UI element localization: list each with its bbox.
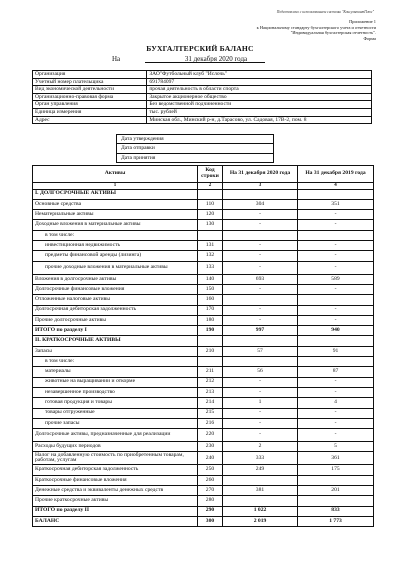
value-2020: - xyxy=(223,315,298,325)
row-name: Долгосрочные финансовые вложения xyxy=(33,284,198,294)
value-2020: - xyxy=(223,220,298,230)
value-2019: - xyxy=(298,418,374,428)
row-code: 250 xyxy=(198,465,223,475)
row-code xyxy=(198,230,223,240)
value-2019: 1 773 xyxy=(298,516,374,526)
value-2020: 693 xyxy=(223,274,298,284)
row-code: 214 xyxy=(198,398,223,408)
table-row xyxy=(33,377,374,387)
info-label: Организационно-правовая форма xyxy=(33,93,147,101)
row-name: в том числе: xyxy=(33,357,198,367)
row-code: 280 xyxy=(198,496,223,506)
row-name: товары отгруженные xyxy=(33,408,198,418)
value-2019: 351 xyxy=(298,199,374,209)
date-row xyxy=(117,144,274,153)
value-2020: 2 019 xyxy=(223,516,298,526)
table-row xyxy=(33,408,374,418)
value-2019: 91 xyxy=(298,346,374,356)
value-2019: - xyxy=(298,251,374,261)
value-2019: 201 xyxy=(298,486,374,496)
row-name: Прочие долгосрочные активы xyxy=(33,315,198,325)
table-row xyxy=(33,516,374,526)
row-name: БАЛАНС xyxy=(33,516,198,526)
info-row xyxy=(33,116,372,124)
row-code: 140 xyxy=(198,274,223,284)
row-name: Краткосрочные финансовые вложения xyxy=(33,475,198,485)
value-2020: 997 xyxy=(223,326,298,336)
table-row xyxy=(33,189,374,199)
row-name: I. ДОЛГОСРОЧНЫЕ АКТИВЫ xyxy=(33,189,198,199)
row-name: Налог на добавленную стоимость по приобретенным товарам, работам, услугам xyxy=(33,452,198,465)
info-value: 691784097 xyxy=(147,78,372,86)
value-2019: - xyxy=(298,210,374,220)
table-row xyxy=(33,486,374,496)
value-2020: - xyxy=(223,284,298,294)
value-2019: 87 xyxy=(298,367,374,377)
value-2019: 4 xyxy=(298,398,374,408)
column-number: 3 xyxy=(223,183,298,190)
table-row xyxy=(33,261,374,274)
column-number-row xyxy=(33,183,374,190)
row-code: 190 xyxy=(198,326,223,336)
appendix-line: Приложение 1 xyxy=(349,19,376,24)
value-2020: - xyxy=(223,210,298,220)
table-row xyxy=(33,357,374,367)
value-2020: 381 xyxy=(223,486,298,496)
value-2020 xyxy=(223,189,298,199)
report-date: 31 декабря 2020 года xyxy=(184,55,248,63)
value-2019: - xyxy=(298,408,374,418)
value-2020: - xyxy=(223,408,298,418)
info-label: Адрес xyxy=(33,116,147,124)
row-code: 211 xyxy=(198,367,223,377)
organization-info-table xyxy=(32,70,372,124)
table-row xyxy=(33,429,374,442)
value-2020: 1 022 xyxy=(223,506,298,516)
value-2020 xyxy=(223,295,298,305)
appendix-note xyxy=(186,19,376,42)
value-2019 xyxy=(298,475,374,485)
value-2019 xyxy=(298,496,374,506)
date-row xyxy=(117,135,274,144)
value-2019: - xyxy=(298,429,374,442)
value-2019: - xyxy=(298,315,374,325)
row-name: инвестиционная недвижимость xyxy=(33,241,198,251)
table-row xyxy=(33,475,374,485)
row-code: 240 xyxy=(198,452,223,465)
value-2019: - xyxy=(298,305,374,315)
column-header: Код строки xyxy=(198,166,223,183)
column-number: 1 xyxy=(33,183,198,190)
table-row xyxy=(33,274,374,284)
row-name: в том числе: xyxy=(33,230,198,240)
table-row xyxy=(33,398,374,408)
info-label: Вид экономической деятельности xyxy=(33,86,147,94)
row-code: 170 xyxy=(198,305,223,315)
value-2019: - xyxy=(298,387,374,397)
row-name: ИТОГО по разделу I xyxy=(33,326,198,336)
info-row xyxy=(33,101,372,109)
table-row xyxy=(33,336,374,346)
value-2019: 175 xyxy=(298,465,374,475)
value-2019: - xyxy=(298,377,374,387)
value-2020: - xyxy=(223,241,298,251)
row-name: Основные средства xyxy=(33,199,198,209)
row-name: Денежные средства и эквиваленты денежных средств xyxy=(33,486,198,496)
date-row xyxy=(117,153,274,162)
table-row xyxy=(33,220,374,230)
table-row xyxy=(33,452,374,465)
table-row xyxy=(33,251,374,261)
info-value: тыс. рублей xyxy=(147,108,372,116)
date-label: Дата отправки xyxy=(117,144,274,153)
date-underline xyxy=(145,62,265,63)
row-code: 150 xyxy=(198,284,223,294)
row-code: 160 xyxy=(198,295,223,305)
value-2020: - xyxy=(223,387,298,397)
row-code: 120 xyxy=(198,210,223,220)
value-2019 xyxy=(298,295,374,305)
value-2020: 2 xyxy=(223,442,298,452)
table-row xyxy=(33,418,374,428)
value-2020: 333 xyxy=(223,452,298,465)
row-code: 133 xyxy=(198,261,223,274)
date-label: Дата принятия xyxy=(117,153,274,162)
info-row xyxy=(33,93,372,101)
dates-table xyxy=(116,134,274,163)
value-2019: 361 xyxy=(298,452,374,465)
date-label: Дата утверждения xyxy=(117,135,274,144)
value-2019 xyxy=(298,230,374,240)
table-row xyxy=(33,295,374,305)
value-2020 xyxy=(223,475,298,485)
table-row xyxy=(33,305,374,315)
value-2019: - xyxy=(298,220,374,230)
row-code: 230 xyxy=(198,442,223,452)
row-code: 300 xyxy=(198,516,223,526)
value-2020: - xyxy=(223,261,298,274)
value-2019: 940 xyxy=(298,326,374,336)
column-header: На 31 декабря 2019 года xyxy=(298,166,374,183)
row-name: Запасы xyxy=(33,346,198,356)
row-code: 215 xyxy=(198,408,223,418)
table-row xyxy=(33,442,374,452)
row-code: 212 xyxy=(198,377,223,387)
info-label: Единица измерения xyxy=(33,108,147,116)
row-code: 130 xyxy=(198,220,223,230)
document-title: БУХГАЛТЕРСКИЙ БАЛАНС xyxy=(146,44,254,53)
row-code: 216 xyxy=(198,418,223,428)
table-row xyxy=(33,465,374,475)
column-number: 4 xyxy=(298,183,374,190)
table-row xyxy=(33,387,374,397)
row-code: 110 xyxy=(198,199,223,209)
row-name: Долгосрочная дебиторская задолженность xyxy=(33,305,198,315)
row-name: незавершенное производство xyxy=(33,387,198,397)
value-2020: - xyxy=(223,429,298,442)
value-2020: - xyxy=(223,418,298,428)
prepared-by-note: Подготовлено с использованием системы "КонсультантПлюс" xyxy=(276,10,374,14)
row-name: животные на выращивании и откорме xyxy=(33,377,198,387)
value-2019 xyxy=(298,336,374,346)
row-name: Доходные вложения в материальные активы xyxy=(33,220,198,230)
table-row xyxy=(33,506,374,516)
row-code: 180 xyxy=(198,315,223,325)
appendix-line: к Национальному стандарту бухгалтерского учета и отчетности xyxy=(256,24,376,30)
value-2019: - xyxy=(298,241,374,251)
value-2020: 1 xyxy=(223,398,298,408)
row-name: II. КРАТКОСРОЧНЫЕ АКТИВЫ xyxy=(33,336,198,346)
column-header: На 31 декабря 2020 года xyxy=(223,166,298,183)
row-code: 220 xyxy=(198,429,223,442)
value-2019: 589 xyxy=(298,274,374,284)
info-row xyxy=(33,108,372,116)
row-name: Расходы будущих периодов xyxy=(33,442,198,452)
balance-sheet-table xyxy=(32,165,374,527)
info-row xyxy=(33,78,372,86)
row-name: прочие запасы xyxy=(33,418,198,428)
row-name: материалы xyxy=(33,367,198,377)
table-row xyxy=(33,346,374,356)
value-2020: 57 xyxy=(223,346,298,356)
value-2019: - xyxy=(298,284,374,294)
row-name: Вложения в долгосрочные активы xyxy=(33,274,198,284)
column-number: 2 xyxy=(198,183,223,190)
value-2020 xyxy=(223,230,298,240)
info-value: Без ведомственной подчиненности xyxy=(147,101,372,109)
info-row xyxy=(33,71,372,79)
info-label: Организация xyxy=(33,71,147,79)
table-row xyxy=(33,367,374,377)
value-2020: 304 xyxy=(223,199,298,209)
value-2020: - xyxy=(223,377,298,387)
row-name: ИТОГО по разделу II xyxy=(33,506,198,516)
value-2020 xyxy=(223,336,298,346)
value-2020: 249 xyxy=(223,465,298,475)
info-value: Закрытое акционерное общество xyxy=(147,93,372,101)
value-2019: 833 xyxy=(298,506,374,516)
row-code xyxy=(198,189,223,199)
table-row xyxy=(33,284,374,294)
value-2019: 5 xyxy=(298,442,374,452)
row-code: 290 xyxy=(198,506,223,516)
row-code: 270 xyxy=(198,486,223,496)
value-2019 xyxy=(298,189,374,199)
row-code: 132 xyxy=(198,251,223,261)
row-name: Отложенные налоговые активы xyxy=(33,295,198,305)
info-label: Орган управления xyxy=(33,101,147,109)
row-code: 213 xyxy=(198,387,223,397)
info-value: Минская обл., Минский р-н, д.Тарасово, ул. Садовая, 17В-2, пом. 8 xyxy=(147,116,372,124)
row-code xyxy=(198,336,223,346)
table-header-row xyxy=(33,166,374,183)
info-row xyxy=(33,86,372,94)
row-code: 131 xyxy=(198,241,223,251)
row-name: Долгосрочные активы, предназначенные для реализации xyxy=(33,429,198,442)
row-name: предметы финансовой аренды (лизинга) xyxy=(33,251,198,261)
info-value: прочая деятельность в области спорта xyxy=(147,86,372,94)
value-2020: - xyxy=(223,251,298,261)
appendix-line: "Индивидуальная бухгалтерская отчетность". xyxy=(290,30,376,36)
row-name: готовая продукция и товары xyxy=(33,398,198,408)
row-code xyxy=(198,357,223,367)
table-row xyxy=(33,230,374,240)
info-label: Учетный номер плательщика xyxy=(33,78,147,86)
row-name: Нематериальные активы xyxy=(33,210,198,220)
table-row xyxy=(33,496,374,506)
row-code: 260 xyxy=(198,475,223,485)
row-code: 210 xyxy=(198,346,223,356)
value-2020: - xyxy=(223,305,298,315)
date-prefix: На xyxy=(112,55,121,63)
row-name: Краткосрочная дебиторская задолженность xyxy=(33,465,198,475)
value-2019: - xyxy=(298,261,374,274)
appendix-line: Форма xyxy=(363,36,376,42)
value-2020 xyxy=(223,357,298,367)
column-header: Активы xyxy=(33,166,198,183)
value-2019 xyxy=(298,357,374,367)
value-2020: 56 xyxy=(223,367,298,377)
table-row xyxy=(33,210,374,220)
table-row xyxy=(33,326,374,336)
row-name: Прочие краткосрочные активы xyxy=(33,496,198,506)
table-row xyxy=(33,199,374,209)
info-value: ЗАО"Футбольный клуб "Ислочь" xyxy=(147,71,372,79)
row-name: прочие доходные вложения в материальные активы xyxy=(33,261,198,274)
table-row xyxy=(33,315,374,325)
table-row xyxy=(33,241,374,251)
value-2020 xyxy=(223,496,298,506)
